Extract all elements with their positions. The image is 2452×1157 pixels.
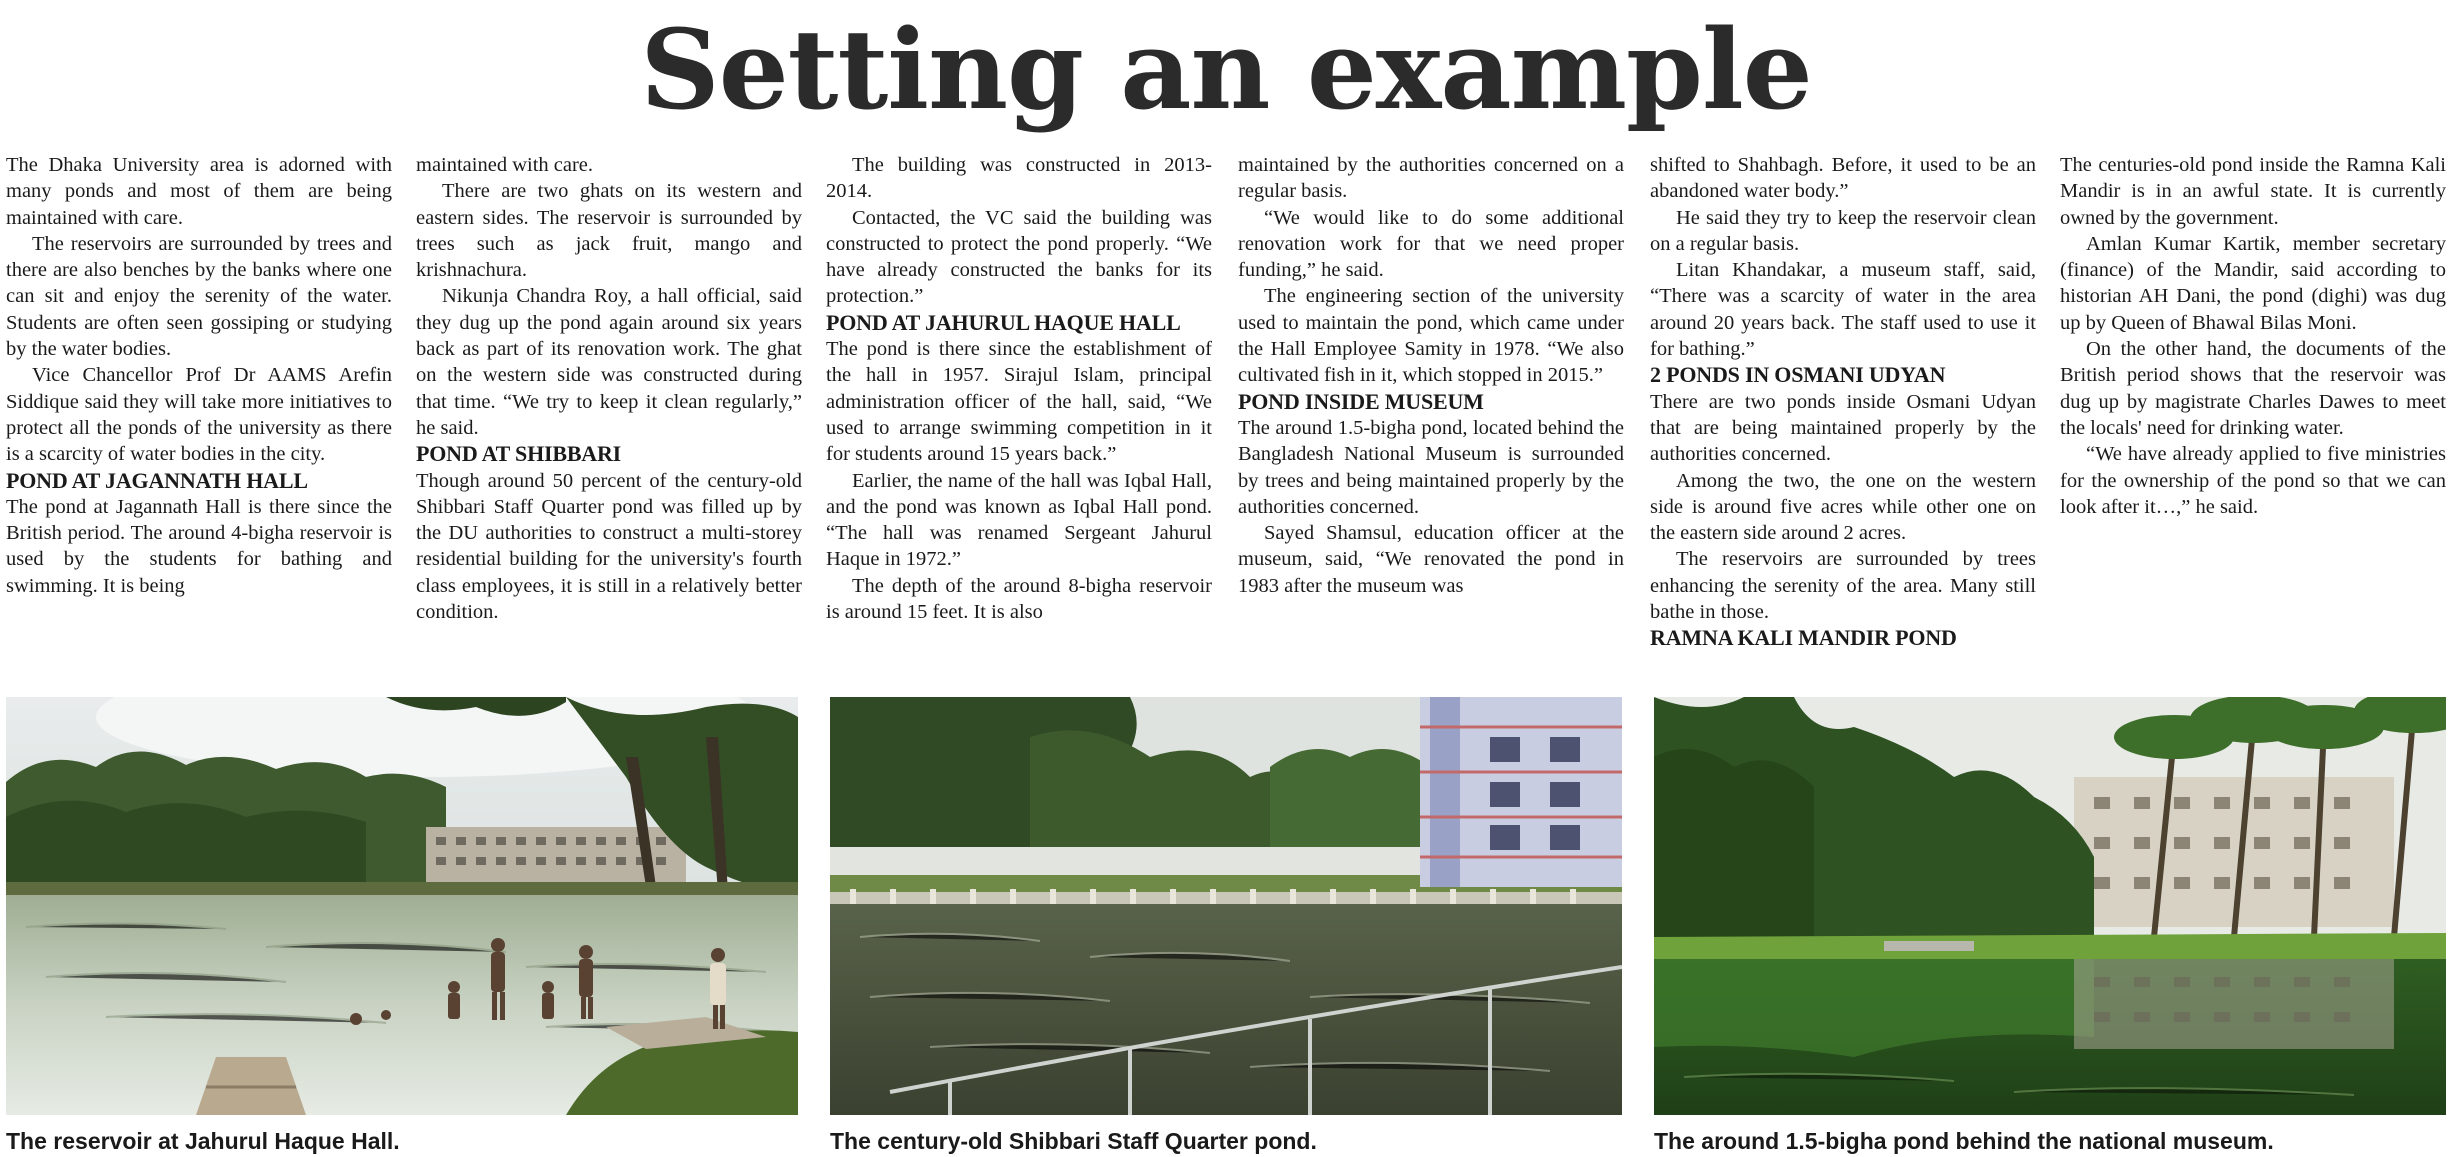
paragraph: The Dhaka University area is adorned with many ponds and most of them are being maintained with care. [6,154,392,229]
section-heading: POND INSIDE MUSEUM [1238,388,1484,414]
paragraph: maintained with care. [416,154,594,176]
paragraph: The engineering section of the university used to maintain the pond, which came under the Hall Employee Samity in 1978. “We also cultivated fish in it, which stopped in 2015.” [1238,285,1624,387]
section-heading: RAMNA KALI MANDIR POND [1650,625,1957,651]
jahurul-haque-hall-photo [6,697,798,1115]
paragraph: There are two ponds inside Osmani Udyan that are being maintained properly by the authorities concerned. [1650,390,2036,466]
paragraph: Contacted, the VC said the building was constructed to protect the pond properly. “We have already constructed the banks for its protection.” [826,206,1212,308]
photo-caption-1: The reservoir at Jahurul Haque Hall. [6,1128,400,1154]
section-heading: POND AT JAGANNATH HALL [6,467,308,493]
paragraph: Amlan Kumar Kartik, member secretary (finance) of the Mandir, said according to historian AH Dani, the pond (dighi) was dug up by Queen of Bhawal Bilas Moni. [2060,232,2446,334]
column-3 [826,152,1212,682]
paragraph: The reservoirs are surrounded by trees and there are also benches by the banks where one can sit and enjoy the serenity of the water. Students are often seen gossiping or studying by the water bodies. [6,232,392,361]
photo-block-2 [830,697,1622,1155]
headline: Setting an example [640,5,1812,134]
section-heading: POND AT JAHURUL HAQUE HALL [826,309,1181,335]
paragraph: Vice Chancellor Prof Dr AAMS Arefin Siddique said they will take more initiatives to protect all the ponds of the university as there is a scarcity of water bodies in the city. [6,364,392,466]
column-6 [2060,152,2446,682]
paragraph: Though around 50 percent of the century-old Shibbari Staff Quarter pond was filled up by the DU authorities to construct a multi-storey residential building for the university's fourth class employees, it is still in a relatively better condition. [416,469,802,624]
museum-pond-photo [1654,697,2446,1115]
photo-caption-3: The around 1.5-bigha pond behind the national museum. [1654,1128,2274,1154]
paragraph: Among the two, the one on the western side is around five acres while other one on the eastern side around 2 acres. [1650,469,2036,545]
paragraph: There are two ghats on its western and eastern sides. The reservoir is surrounded by trees such as jack fruit, mango and krishnachura. [416,180,802,282]
paragraph: The around 1.5-bigha pond, located behind the Bangladesh National Museum is surrounded by trees and being maintained properly by the authorities concerned. [1238,416,1624,518]
paragraph: The pond is there since the establishment of the hall in 1957. Sirajul Islam, principal administration officer of the hall, said, “We used to arrange swimming competition in it for students around 15 years back.” [826,338,1212,466]
column-5 [1650,152,2036,682]
paragraph: Litan Khandakar, a museum staff, said, “There was a scarcity of water in the area around 20 years back. The staff used to use it for bathing.” [1650,259,2036,361]
paragraph: On the other hand, the documents of the British period shows that the reservoir was dug up by magistrate Charles Dawes to meet the locals' need for drinking water. [2060,338,2446,439]
article-body [6,152,2446,682]
paragraph: maintained by the authorities concerned on a regular basis. [1238,154,1624,203]
paragraph: The depth of the around 8-bigha reservoir is around 15 feet. It is also [826,574,1212,624]
paragraph: Earlier, the name of the hall was Iqbal Hall, and the pond was known as Iqbal Hall pond. “The hall was renamed Sergeant Jahurul Haque in 1972.” [826,469,1212,571]
paragraph: Sayed Shamsul, education officer at the museum, said, “We renovated the pond in 1983 after the museum was [1238,522,1624,597]
photo-caption-2: The century-old Shibbari Staff Quarter pond. [830,1128,1317,1154]
column-1 [6,152,392,682]
photo-row [6,697,2446,1157]
shibbari-pond-photo [830,697,1622,1115]
section-heading: POND AT SHIBBARI [416,441,622,467]
paragraph: “We would like to do some additional renovation work for that we need proper funding,” he said. [1238,206,1624,282]
photo-block-3 [1654,697,2446,1155]
paragraph: The pond at Jagannath Hall is there since the British period. The around 4-bigha reservoir is used by the students for bathing and swimming. It is being [6,495,392,597]
paragraph: shifted to Shahbagh. Before, it used to be an abandoned water body.” [1650,154,2036,203]
column-2 [416,152,802,682]
paragraph: The reservoirs are surrounded by trees enhancing the serenity of the area. Many still bathe in those. [1650,548,2036,624]
paragraph: “We have already applied to five ministries for the ownership of the pond so that we can look after it…,” he said. [2060,443,2446,518]
column-4 [1238,152,1624,682]
paragraph: The building was constructed in 2013-2014. [826,154,1212,203]
photo-block-1 [6,697,798,1155]
paragraph: He said they try to keep the reservoir clean on a regular basis. [1650,206,2036,255]
paragraph: Nikunja Chandra Roy, a hall official, said they dug up the pond again around six years back as part of its renovation work. The ghat on the western side was constructed during that time. “We try to keep it clean regularly,” he said. [416,285,802,439]
paragraph: The centuries-old pond inside the Ramna Kali Mandir is in an awful state. It is currently owned by the government. [2060,154,2446,229]
section-heading: 2 PONDS IN OSMANI UDYAN [1650,362,1946,388]
